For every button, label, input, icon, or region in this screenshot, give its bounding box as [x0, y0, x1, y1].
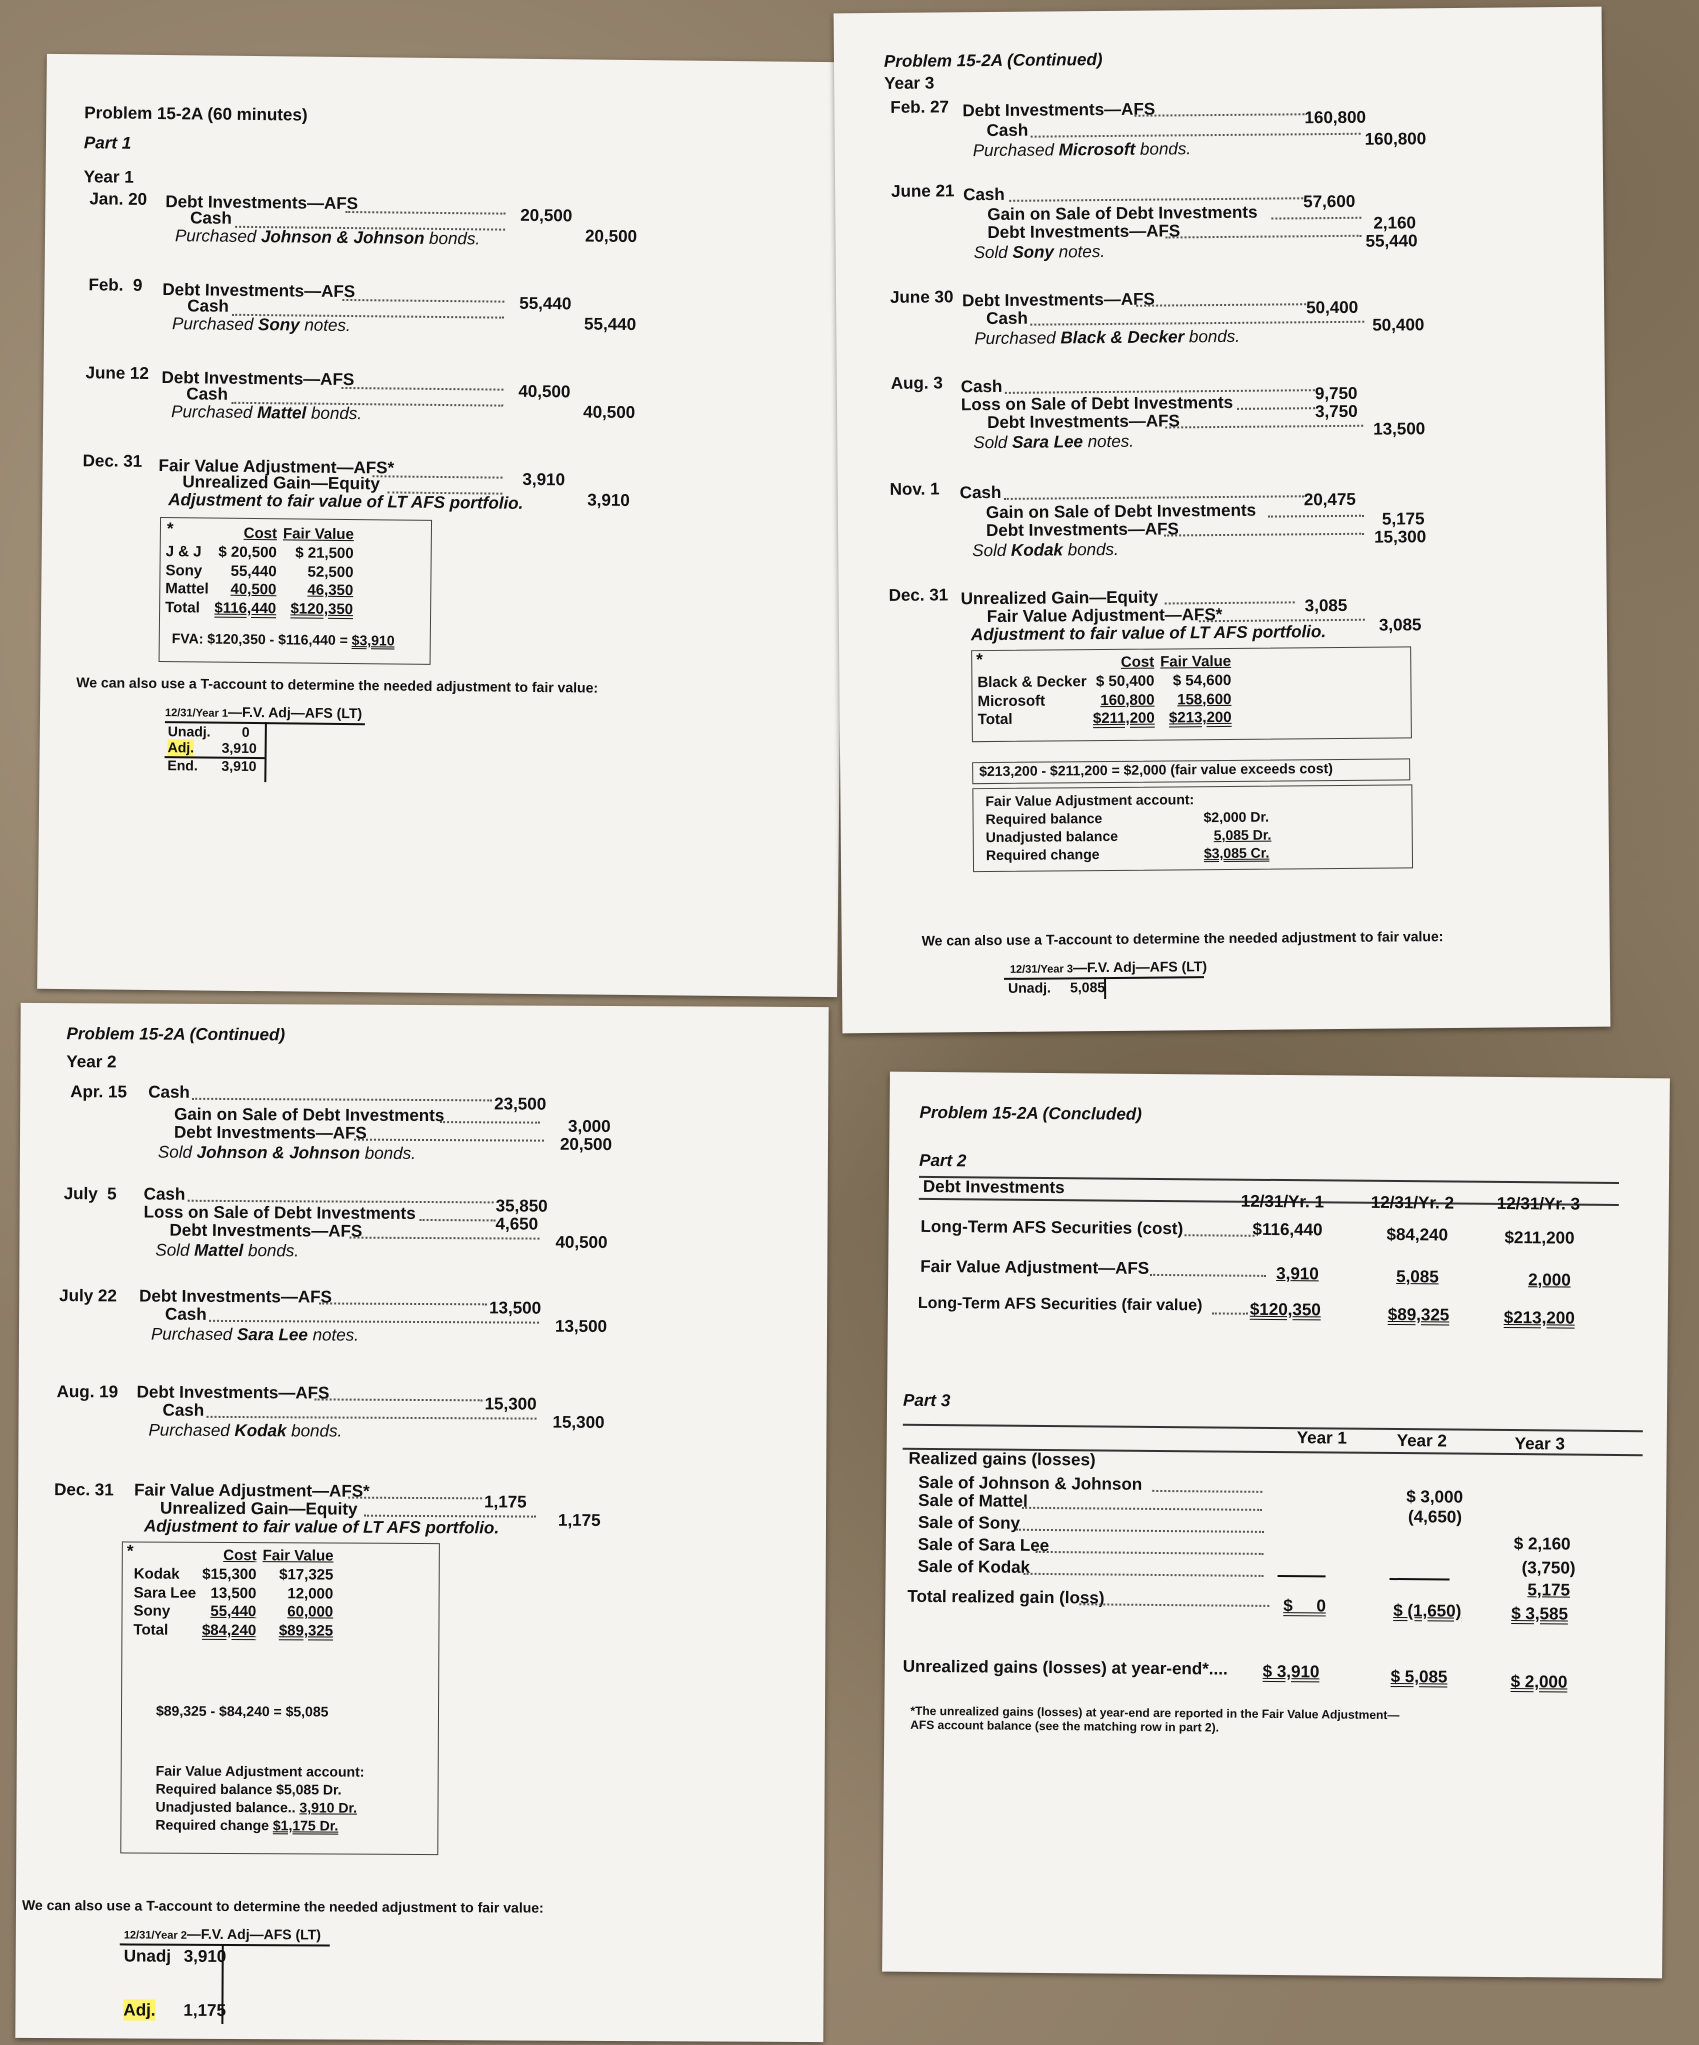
problem-title: Problem 15-2A (Concluded) — [919, 1102, 1142, 1124]
difference-calc: $89,325 - $84,240 = $5,085 — [155, 1702, 329, 1720]
debit-account: Debt Investments—AFS — [161, 368, 355, 390]
entry-memo: Purchased Johnson & Johnson bonds. — [174, 226, 481, 249]
credit-account: Cash — [187, 296, 229, 316]
fair-value-table: Cost Fair Value Kodak $15,300 $17,325 Sara Lee 13,500 12,000 Sony 55,440 60,000 Total $84,240 $89,325 — [130, 1546, 336, 1641]
col-header: Fair Value — [282, 525, 354, 544]
entry-date: Feb. 9 — [88, 275, 143, 295]
table-row: Total $211,200 $213,200 — [977, 709, 1232, 729]
debit-account: Fair Value Adjustment—AFS* — [158, 456, 395, 478]
table-row: Sara Lee 13,500 12,000 — [133, 1583, 334, 1603]
page-year-1 — [37, 54, 847, 997]
fair-value-box: * Cost Fair Value Black & Decker $ 50,400 $ 54,600 Microsoft 160,800 158,600 Total $211,200 $213,200 $213,200 - $211,200 = $2,000 (fair value exceeds cost) Fair Value Adjustment account: Required balance $2,000 Dr. Unadjusted balance 5,085 Dr. Required change $3,085 Cr. — [971, 646, 1412, 992]
debit-amount: 3,910 — [522, 469, 566, 490]
journal-entry: Feb. 27 Debt Investments—AFS 160,800 Cash 160,800 Purchased Microsoft bonds. — [890, 97, 1427, 161]
page-concluded — [882, 1072, 1670, 1979]
journal-entry: Dec. 31 Unrealized Gain—Equity 3,085 Fair Value Adjustment—AFS* 3,085 Adjustment to fair value of LT AFS portfolio. — [888, 585, 1422, 645]
table-row: Mattel 40,500 46,350 — [165, 580, 354, 600]
t-account-intro: We can also use a T-account to determine the needed adjustment to fair value: — [21, 1896, 544, 1916]
problem-title: Problem 15-2A (Continued) — [66, 1024, 286, 1045]
realized-gains-table: Year 1 Year 2 Year 3 Realized gains (losses) Sale of Johnson & Johnson $ 3,000 Sale of Mattel (4,650) Sale of Sony $ 2,160 Sale of Sara Lee (3,750) Sale of Kodak 5,175 Total realized gain (loss) $ 0 $ (1,650) $ 3,585 Unrealized gains (losses) at year-end*.... $ 3,910 $ 5,085 $ 2,000 *The unrealized gains (losses) at year-end are reported in the Fair Value Adjustment—AFS account balance (see the matching row in part 2). — [890, 1072, 1670, 1079]
fva-row: Unadjusted balance.. 3,910 Dr. — [155, 1798, 358, 1816]
footnote: *The unrealized gains (losses) at year-end are reported in the Fair Value Adjustment—AFS account balance (see the matching row in part 2). — [910, 1703, 1400, 1735]
journal-entry: Aug. 19 Debt Investments—AFS 15,300 Cash 15,300 Purchased Kodak bonds. — [56, 1382, 605, 1441]
table-row: Black & Decker $ 50,400 $ 54,600 — [977, 671, 1232, 691]
journal-entry: June 30 Debt Investments—AFS 50,400 Cash 50,400 Purchased Black & Decker bonds. — [889, 287, 1425, 349]
journal-entry: Nov. 1 Cash 20,475 Gain on Sale of Debt Investments 5,175 Debt Investments—AFS 15,300 Sold Kodak bonds. — [889, 479, 1427, 561]
fva-calc: FVA: $120,350 - $116,440 = $3,910 — [171, 630, 395, 649]
fva-account-title: Fair Value Adjustment account: — [155, 1762, 365, 1780]
t-account: 12/31/Year 3—F.V. Adj—AFS (LT) Unadj. 5,085 — [834, 7, 1602, 14]
table-row: J & J $ 20,500 $ 21,500 — [165, 542, 354, 562]
entry-date: Jan. 20 — [89, 189, 148, 209]
journal-entry: Apr. 15 Cash 23,500 Gain on Sale of Debt Investments 3,000 Debt Investments—AFS 20,500 Sold Johnson & Johnson bonds. — [70, 1082, 613, 1163]
journal-entry: Aug. 3 Cash 9,750 Loss on Sale of Debt Investments 3,750 Debt Investments—AFS 13,500 Sold Sara Lee notes. — [890, 373, 1426, 453]
entry-memo: Adjustment to fair value of LT AFS portfolio. — [168, 490, 524, 513]
part-label: Part 1 — [83, 133, 132, 153]
fair-value-table: Cost Fair Value Black & Decker $ 50,400 $ 54,600 Microsoft 160,800 158,600 Total $211,200 $213,200 — [974, 653, 1235, 730]
t-account-title: 12/31/Year 1—F.V. Adj—AFS (LT) — [164, 703, 363, 722]
table-row: Microsoft 160,800 158,600 — [977, 690, 1232, 710]
year-label: Year 3 — [884, 73, 935, 93]
table-row: Kodak $15,300 $17,325 — [133, 1565, 334, 1584]
credit-amount: 40,500 — [583, 402, 636, 423]
credit-amount: 3,910 — [587, 490, 630, 510]
fair-value-table — [162, 524, 357, 620]
t-account-intro: We can also use a T-account to determine the needed adjustment to fair value: — [921, 928, 1444, 949]
year-label: Year 1 — [83, 167, 134, 187]
credit-account: Unrealized Gain—Equity — [182, 472, 380, 494]
t-account: 12/31/Year 1—F.V. Adj—AFS (LT) Unadj. 0 Adj. 3,910 End. 3,910 — [47, 54, 847, 62]
col-header: Cost — [243, 524, 278, 543]
difference-calc: $213,200 - $211,200 = $2,000 (fair value exceeds cost) — [972, 758, 1410, 784]
t-account: 12/31/Year 2—F.V. Adj—AFS (LT) Unadj 3,910 Adj. 1,175 — [21, 1003, 829, 1007]
footnote-star: * — [166, 519, 174, 539]
fva-row: Required balance $5,085 Dr. — [155, 1780, 342, 1798]
journal-entry: July 22 Debt Investments—AFS 13,500 Cash 13,500 Purchased Sara Lee notes. — [59, 1286, 608, 1345]
fair-value-box: * Cost Fair Value Kodak $15,300 $17,325 Sara Lee 13,500 12,000 Sony 55,440 60,000 Total $84,240 $89,325 $89,325 - $84,240 = $5,085 Fair Value Adjustment account: Required balance $5,085 Dr. Unadjusted balance.. 3,910 Dr. Required change $1,175 Dr. — [120, 1541, 440, 1855]
entry-date: Dec. 31 — [82, 451, 143, 471]
debit-account: Debt Investments—AFS — [165, 192, 359, 214]
fva-account-box: Fair Value Adjustment account: Required balance $2,000 Dr. Unadjusted balance 5,085 Dr. Required change $3,085 Cr. — [972, 784, 1413, 872]
debt-investments-table: Debt Investments 12/31/Yr. 1 12/31/Yr. 2 12/31/Yr. 3 Long-Term AFS Securities (cost) $116,440 $84,240 $211,200 Fair Value Adjustment—AFS 3,910 5,085 2,000 Long-Term AFS Securities (fair value) $120,350 $89,325 $213,200 — [890, 1072, 1670, 1079]
fva-row: Required change $1,175 Dr. — [155, 1816, 339, 1834]
debit-amount: 55,440 — [519, 293, 572, 314]
debit-account: Debt Investments—AFS — [162, 280, 356, 302]
credit-amount: 20,500 — [584, 226, 638, 247]
page-year-2 — [15, 1003, 828, 2042]
credit-account: Cash — [186, 384, 229, 404]
t-account-intro: We can also use a T-account to determine the needed adjustment to fair value: — [76, 674, 599, 696]
table-row: Sony 55,440 52,500 — [165, 561, 354, 581]
credit-amount: 55,440 — [584, 314, 637, 335]
entry-memo: Purchased Sony notes. — [171, 314, 351, 336]
part-label: Part 2 — [919, 1150, 967, 1171]
table-row: Sony 55,440 60,000 — [133, 1602, 334, 1621]
debit-amount: 40,500 — [518, 381, 571, 402]
part-label: Part 3 — [902, 1390, 951, 1411]
journal-entry: July 5 Cash 35,850 Loss on Sale of Debt Investments 4,650 Debt Investments—AFS 40,500 Sold Mattel bonds. — [63, 1184, 608, 1261]
journal-entry: Dec. 31 Fair Value Adjustment—AFS* 1,175 Unrealized Gain—Equity 1,175 Adjustment to fair value of LT AFS portfolio. — [54, 1480, 601, 1538]
credit-account: Cash — [190, 208, 232, 228]
entry-memo: Purchased Mattel bonds. — [171, 402, 363, 424]
page-year-3 — [834, 7, 1611, 1034]
year-label: Year 2 — [66, 1052, 117, 1072]
journal-entry: June 21 Cash 57,600 Gain on Sale of Debt Investments 2,160 Debt Investments—AFS 55,440 Sold Sony notes. — [891, 181, 1418, 263]
table-row: Total $84,240 $89,325 — [133, 1621, 334, 1640]
fair-value-box — [159, 517, 433, 665]
table-row: Total $116,440 $120,350 — [165, 599, 354, 619]
debit-amount: 20,500 — [520, 205, 573, 226]
problem-title: Problem 15-2A (Continued) — [883, 50, 1103, 71]
entry-date: June 12 — [85, 363, 149, 383]
problem-title: Problem 15-2A (60 minutes) — [84, 103, 308, 125]
